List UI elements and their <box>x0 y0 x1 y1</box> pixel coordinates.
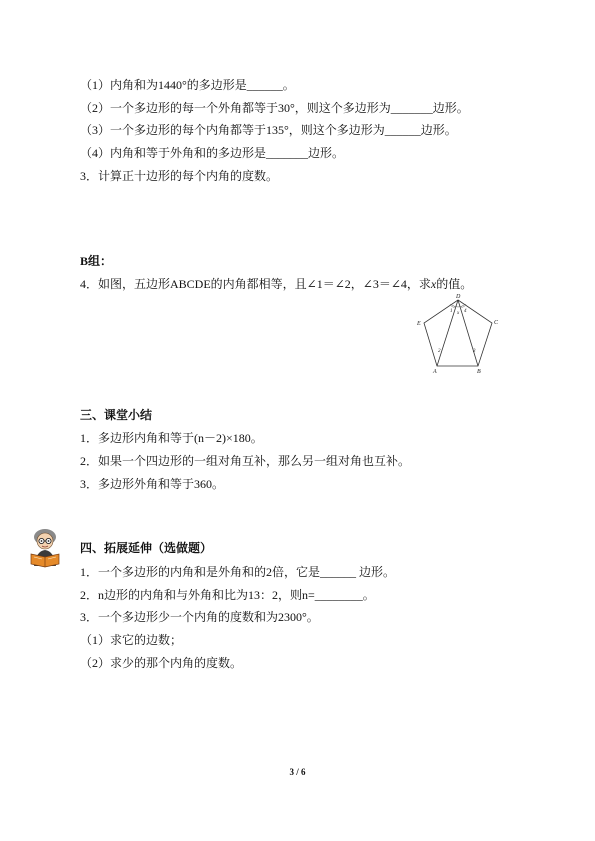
angle-label-x: x <box>457 311 460 316</box>
group-b-heading: B组： <box>80 254 113 268</box>
exercise-item-1: （1）内角和为1440°的多边形是______。 <box>80 78 295 92</box>
extension-subitem-2: （2）求少的那个内角的度数。 <box>80 656 243 670</box>
question-4-text-end: 的值。 <box>436 277 473 291</box>
question-3: 3．计算正十边形的每个内角的度数。 <box>80 169 279 183</box>
diagonal-da <box>437 300 458 366</box>
angle-label-2: 2 <box>438 349 441 354</box>
question-4 <box>80 276 472 292</box>
page-number: 3 / 6 <box>289 767 306 777</box>
summary-heading: 三、课堂小结 <box>80 408 153 422</box>
extension-heading: 四、拓展延伸（选做题） <box>80 541 213 555</box>
angle-label-1: 1 <box>450 309 453 314</box>
extension-item-1: 1．一个多边形的内角和是外角和的2倍，它是______ 边形。 <box>80 565 396 579</box>
extension-item-2: 2．n边形的内角和与外角和比为13：2，则n=________。 <box>80 588 375 602</box>
exercise-item-2: （2）一个多边形的每一个外角都等于30°，则这个多边形为_______边形。 <box>80 101 469 115</box>
question-4-variable: x <box>430 277 437 291</box>
teacher-reading-icon <box>26 526 64 568</box>
diagonal-db <box>458 300 478 366</box>
vertex-label-e: E <box>417 321 421 327</box>
angle-label-4: 4 <box>464 309 467 314</box>
vertex-label-b: B <box>477 369 481 375</box>
question-4-text: 4．如图，五边形ABCDE的内角都相等，且∠1＝∠2，∠3＝∠4，求 <box>80 277 431 291</box>
summary-item-1: 1．多边形内角和等于(n－2)×180。 <box>80 431 263 445</box>
vertex-label-a: A <box>433 369 437 375</box>
angle-label-3: 3 <box>473 349 476 354</box>
angle-arc-d <box>452 305 464 307</box>
vertex-label-d: D <box>456 294 461 300</box>
pentagon-figure <box>415 292 507 376</box>
pentagon-outline <box>424 300 492 366</box>
exercise-item-3: （3）一个多边形的每个内角都等于135°，则这个多边形为______边形。 <box>80 123 457 137</box>
vertex-label-c: C <box>494 320 499 326</box>
extension-item-3: 3．一个多边形少一个内角的度数和为2300°。 <box>80 610 319 624</box>
exercise-item-4: （4）内角和等于外角和的多边形是_______边形。 <box>80 146 345 160</box>
extension-subitem-1: （1）求它的边数； <box>80 633 183 647</box>
summary-item-3: 3．多边形外角和等于360。 <box>80 477 225 491</box>
summary-item-2: 2．如果一个四边形的一组对角互补，那么另一组对角也互补。 <box>80 454 411 468</box>
